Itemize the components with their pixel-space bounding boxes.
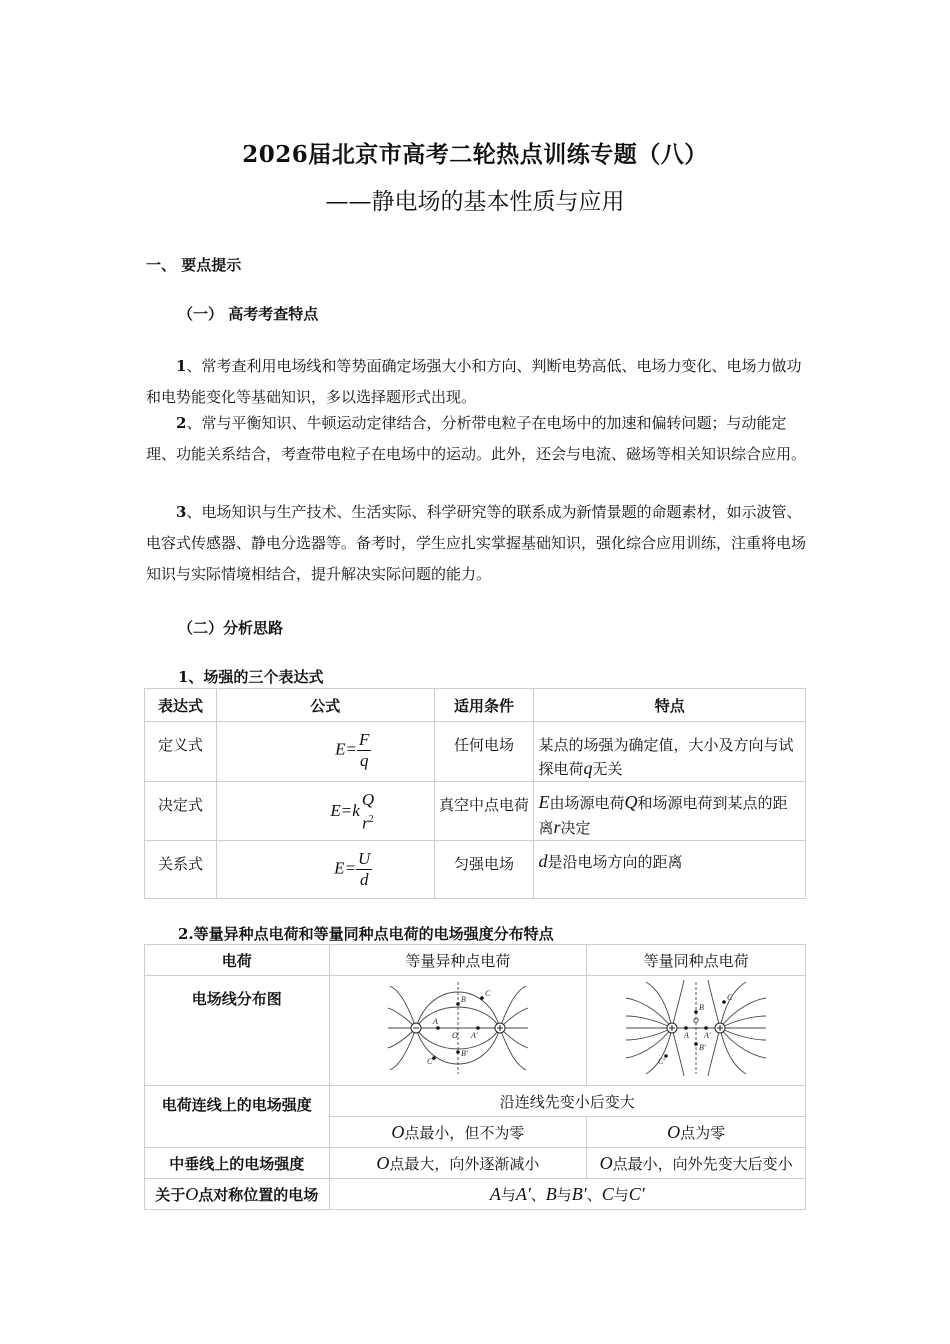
formula-lhs: E [335,739,346,759]
point-label-c-prime: C′ [426,1057,434,1066]
table-row [145,841,806,899]
bisector-field-like-text: 点最小，向外先变大后变小 [612,1154,793,1173]
point-label-a: A [432,1017,438,1026]
like-charges-field-lines-diagram [626,980,766,1076]
header-feature: 特点 [534,689,806,722]
symmetric-field-cell [329,1179,805,1210]
feature-text-end: 无关 [592,760,623,778]
formula-fraction [357,730,371,771]
document-title: 2026届北京市高考二轮热点训练专题（八） [242,141,708,168]
point-label-b-prime: B′ [460,1049,468,1058]
table-row [145,1086,806,1117]
section-heading-1: 一、 要点提示 [146,256,242,274]
row-label-bisector-field: 中垂线上的电场强度 [145,1148,330,1179]
list-heading-2: 2.等量异种点电荷和等量同种点电荷的电场强度分布特点 [178,925,554,943]
feature-symbol-3: r [553,817,561,837]
paragraph-1 [146,351,808,413]
point-label-c: C [727,993,733,1002]
feature-text-2: 和场源电荷到某点的距离 [538,794,788,837]
symmetric-label-prefix: 关于 [155,1185,186,1204]
formula-equals: = [340,800,353,820]
paragraph-3-number: 3 [176,503,187,521]
feature-text-end: 决定 [560,819,591,837]
fraction-denominator: q [359,751,369,770]
condition-cell: 任何电场 [434,722,534,782]
row-name: 决定式 [145,782,217,841]
fraction-denominator-base: r [362,813,369,833]
conjunction: 与 [556,1185,572,1204]
paragraph-3 [146,497,808,590]
table-row [145,1148,806,1179]
line-field-like-cell [587,1117,806,1148]
separator: 、 [530,1185,546,1204]
table-header-row [145,689,806,722]
fraction-denominator [360,810,376,834]
row-name: 关系式 [145,841,217,899]
header-condition: 适用条件 [434,689,534,722]
header-expression: 表达式 [145,689,217,722]
row-name: 定义式 [145,722,217,782]
point-o-symbol: O [599,1152,613,1173]
point-o-symbol: O [667,1121,681,1142]
point-label-a-prime: A′ [470,1031,478,1040]
bisector-field-opposite-cell [329,1148,587,1179]
feature-text: 是沿电场方向的距离 [547,853,683,871]
formula-cell [216,841,434,899]
fraction-denominator: d [359,870,369,889]
feature-cell [534,841,806,899]
table-header-row [145,945,806,976]
subsection-heading-1: （一） 高考考查特点 [178,305,319,323]
fraction-numerator: Q [361,790,375,809]
table-row [145,782,806,841]
fraction-numerator: U [358,849,371,868]
paragraph-1-text: 、常考查利用电场线和等势面确定场强大小和方向、判断电势高低、电场力变化、电场力做功和电势能变化等基础知识，多以选择题形式出现。 [146,357,802,406]
paragraph-2-number: 2 [176,414,187,432]
header-formula: 公式 [216,689,434,722]
feature-symbol: d [538,851,548,871]
like-charges-diagram-cell [587,976,806,1086]
header-opposite-charges: 等量异种点电荷 [329,945,587,976]
header-like-charges: 等量同种点电荷 [587,945,806,976]
feature-symbol: q [583,758,593,778]
formula-equals: = [345,739,357,759]
formula-lhs: E [330,800,341,820]
formula-constant: k [352,800,360,820]
feature-symbol: E [538,792,550,812]
bisector-field-opposite-text: 点最大，向外逐渐减小 [389,1154,540,1173]
symbol-b-prime: B′ [571,1183,587,1204]
line-field-shared-cell: 沿连线先变小后变大 [329,1086,805,1117]
condition-cell: 匀强电场 [434,841,534,899]
table-row [145,722,806,782]
paragraph-1-number: 1 [176,357,187,375]
symbol-c-prime: C′ [628,1183,645,1204]
formula-fraction [360,790,376,834]
feature-symbol-2: Q [624,792,638,812]
point-o-symbol: O [185,1183,199,1204]
separator: 、 [586,1185,602,1204]
feature-cell [534,722,806,782]
point-label-c-prime: C′ [658,1057,666,1066]
line-field-opposite-cell [329,1117,587,1148]
document-subtitle: ——静电场的基本性质与应用 [325,189,625,215]
symbol-a: A [489,1183,501,1204]
point-label-b-prime: B′ [699,1043,706,1052]
paragraph-2-text: 、常与平衡知识、牛顿运动定律结合，分析带电粒子在电场中的加速和偏转问题；与动能定理、功能关系结合，考查带电粒子在电场中的运动。此外，还会与电流、磁场等相关知识综合应用。 [146,414,807,463]
point-label-b: B [699,1003,704,1012]
point-o-symbol: O [391,1121,405,1142]
point-label-o: O [693,1016,699,1025]
symbol-c: C [601,1183,614,1204]
table-row [145,1179,806,1210]
opposite-charges-field-lines-diagram [388,980,528,1076]
subsection-heading-2: （二）分析思路 [178,619,284,637]
charge-field-table [144,944,806,1210]
formula-cell [216,722,434,782]
symbol-b: B [545,1183,557,1204]
point-label-c: C [484,989,491,998]
row-label-line-field: 电荷连线上的电场强度 [145,1086,330,1148]
paragraph-2 [146,408,808,470]
formula-lhs: E [334,858,345,878]
conjunction: 与 [500,1185,516,1204]
feature-text: 由场源电荷 [549,794,625,812]
formula-equals: = [344,858,357,878]
point-o-symbol: O [376,1152,390,1173]
formula-cell [216,782,434,841]
condition-cell: 真空中点电荷 [434,782,534,841]
opposite-charges-diagram-cell [329,976,587,1086]
row-label-symmetric-field [145,1179,330,1210]
table-row [145,976,806,1086]
paragraph-3-text: 、电场知识与生产技术、生活实际、科学研究等的联系成为新情景题的命题素材，如示波管、电容式传感器、静电分选器等。备考时，学生应扎实掌握基础知识，强化综合应用训练，注重将电场知识与实际情境相结合，提升解决实际问题的能力。 [146,503,807,583]
bisector-field-like-cell [587,1148,806,1179]
feature-text: 某点的场强为确定值，大小及方向与试探电荷 [538,736,794,778]
feature-cell [534,782,806,841]
line-field-like-text: 点为零 [680,1123,726,1142]
field-expression-table [144,688,806,899]
symbol-a-prime: A′ [515,1183,531,1204]
fraction-exponent: 2 [368,814,374,825]
formula-fraction [356,849,372,890]
point-label-a: A [684,1031,689,1040]
fraction-numerator: F [359,730,370,749]
header-charge: 电荷 [145,945,330,976]
point-label-b: B [460,995,466,1004]
row-label-diagram: 电场线分布图 [145,976,330,1086]
list-heading-1: 1、场强的三个表达式 [178,668,324,686]
conjunction: 与 [613,1185,629,1204]
point-label-o: O [451,1031,458,1040]
symmetric-label-suffix: 点对称位置的电场 [198,1185,319,1204]
point-label-a-prime: A′ [704,1031,711,1040]
line-field-opposite-text: 点最小，但不为零 [404,1123,525,1142]
